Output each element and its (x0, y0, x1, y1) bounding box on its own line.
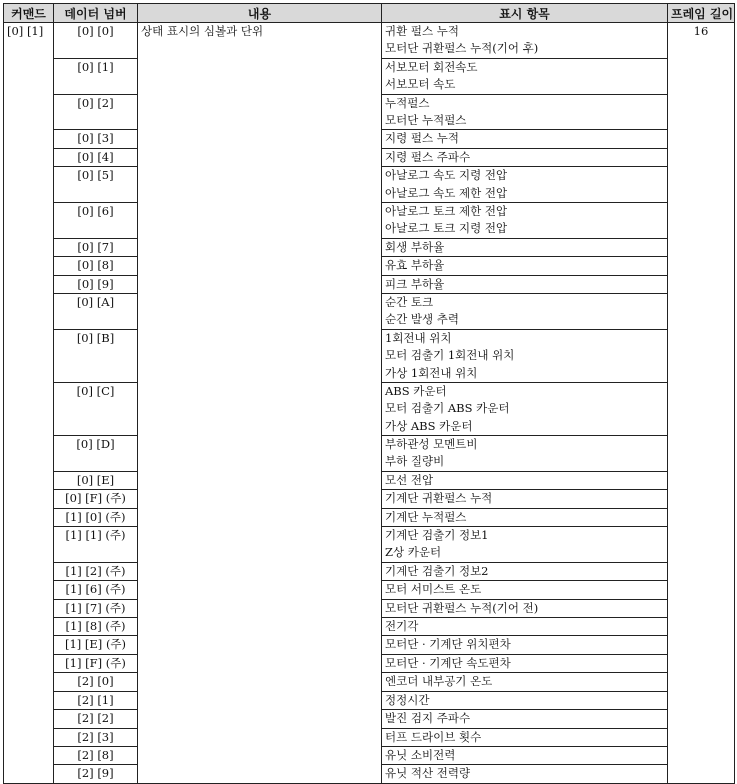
display-items-cell (382, 490, 668, 508)
display-items-cell (382, 436, 668, 472)
display-item: 모터단 누적펄스 (385, 112, 467, 127)
display-items-cell (382, 471, 668, 489)
display-items-cell (382, 58, 668, 94)
display-items-cell (382, 257, 668, 275)
data-number-cell: [0] [0] (54, 23, 138, 59)
display-items-cell (382, 673, 668, 691)
display-item: 아날로그 토크 제한 전압 (385, 203, 508, 218)
display-item: 순간 발생 추력 (385, 312, 459, 327)
display-items-cell (382, 581, 668, 599)
data-number-cell: [2] [2] (54, 710, 138, 728)
display-item: ABS 카운터 (385, 383, 447, 398)
content-cell: 상태 표시의 심볼과 단위 (138, 23, 382, 784)
table-row (4, 23, 735, 59)
data-number-cell: [1] [6] (주) (54, 581, 138, 599)
data-number-cell: [2] [1] (54, 691, 138, 709)
display-items-cell (382, 293, 668, 329)
display-item: 서보모터 회전속도 (385, 59, 478, 74)
display-item: 기계단 검출기 정보1 (385, 528, 489, 543)
data-number-cell: [0] [A] (54, 293, 138, 329)
header-data-number: 데이터 넘버 (54, 4, 138, 23)
data-number-cell: [0] [7] (54, 238, 138, 256)
display-items-cell (382, 382, 668, 435)
data-number-cell: [0] [2] (54, 94, 138, 130)
data-number-cell: [0] [F] (주) (54, 490, 138, 508)
display-items-cell (382, 765, 668, 783)
display-items-cell (382, 654, 668, 672)
display-item: 터프 드라이브 횟수 (385, 729, 482, 744)
display-item: 누적펄스 (385, 95, 430, 110)
data-number-cell: [0] [8] (54, 257, 138, 275)
display-item: 발진 검지 주파수 (385, 711, 471, 726)
data-number-cell: [2] [9] (54, 765, 138, 783)
display-item: 기계단 검출기 정보2 (385, 563, 489, 578)
display-items-cell (382, 728, 668, 746)
data-number-cell: [1] [E] (주) (54, 636, 138, 654)
display-items-cell (382, 130, 668, 148)
display-item: 아날로그 토크 지령 전압 (385, 221, 508, 236)
data-number-cell: [1] [0] (주) (54, 508, 138, 526)
data-number-cell: [0] [D] (54, 436, 138, 472)
data-number-cell: [1] [7] (주) (54, 599, 138, 617)
display-items-cell (382, 562, 668, 580)
display-item: 모터단 귀환펄스 누적(기어 후) (385, 41, 539, 56)
display-items-cell (382, 94, 668, 130)
display-item: 모터단 귀환펄스 누적(기어 전) (385, 600, 539, 615)
display-items-cell (382, 275, 668, 293)
display-item: Z상 카운터 (385, 545, 442, 560)
data-number-cell: [0] [6] (54, 202, 138, 238)
display-item: 모터단 · 기계단 위치편차 (385, 637, 511, 652)
header-row (4, 4, 735, 23)
display-items-cell (382, 148, 668, 166)
display-item: 아날로그 속도 지령 전압 (385, 168, 508, 183)
display-items-cell (382, 23, 668, 59)
display-items-cell (382, 527, 668, 563)
header-content: 내용 (138, 4, 382, 23)
display-items-cell (382, 329, 668, 382)
display-item: 유효 부하율 (385, 258, 445, 273)
data-number-cell: [1] [8] (주) (54, 618, 138, 636)
display-item: 부하 질량비 (385, 454, 445, 469)
data-number-cell: [1] [F] (주) (54, 654, 138, 672)
display-item: 가상 ABS 카운터 (385, 418, 473, 433)
display-items-cell (382, 238, 668, 256)
display-item: 엔코더 내부공기 온도 (385, 674, 493, 689)
data-number-cell: [2] [0] (54, 673, 138, 691)
display-item: 정정시간 (385, 692, 430, 707)
data-number-cell: [0] [3] (54, 130, 138, 148)
data-number-cell: [0] [B] (54, 329, 138, 382)
display-item: 모선 전압 (385, 472, 434, 487)
display-item: 피크 부하율 (385, 276, 445, 291)
display-item: 모터 서미스트 온도 (385, 582, 482, 597)
header-command: 커맨드 (4, 4, 54, 23)
display-item: 귀환 펄스 누적 (385, 24, 459, 38)
display-item: 서보모터 속도 (385, 77, 456, 92)
display-item: 회생 부하율 (385, 239, 445, 254)
display-item: 아날로그 속도 제한 전압 (385, 185, 508, 200)
display-item: 유닛 소비전력 (385, 747, 456, 762)
display-item: 순간 토크 (385, 294, 434, 309)
display-item: 부하관성 모멘트비 (385, 437, 478, 452)
display-items-cell (382, 691, 668, 709)
display-item: 모터 검출기 1회전내 위치 (385, 348, 515, 363)
status-display-table (3, 3, 735, 784)
data-number-cell: [0] [C] (54, 382, 138, 435)
data-number-cell: [1] [2] (주) (54, 562, 138, 580)
display-items-cell (382, 636, 668, 654)
display-items-cell (382, 710, 668, 728)
display-item: 1회전내 위치 (385, 330, 452, 345)
data-number-cell: [2] [3] (54, 728, 138, 746)
header-display-items: 표시 항목 (382, 4, 668, 23)
data-number-cell: [0] [5] (54, 167, 138, 203)
display-items-cell (382, 508, 668, 526)
display-items-cell (382, 202, 668, 238)
data-number-cell: [2] [8] (54, 746, 138, 764)
display-items-cell (382, 746, 668, 764)
display-items-cell (382, 599, 668, 617)
header-frame-length: 프레임 길이 (668, 4, 735, 23)
command-cell: [0] [1] (4, 23, 54, 784)
display-item: 모터단 · 기계단 속도편차 (385, 655, 511, 670)
display-items-cell (382, 167, 668, 203)
data-number-cell: [0] [9] (54, 275, 138, 293)
display-item: 기계단 누적펄스 (385, 509, 467, 524)
display-item: 전기각 (385, 619, 419, 634)
display-item: 가상 1회전내 위치 (385, 365, 478, 380)
data-number-cell: [1] [1] (주) (54, 527, 138, 563)
frame-length-cell: 16 (668, 23, 735, 784)
display-item: 기계단 귀환펄스 누적 (385, 491, 493, 506)
data-number-cell: [0] [4] (54, 148, 138, 166)
display-item: 모터 검출기 ABS 카운터 (385, 401, 510, 416)
data-number-cell: [0] [1] (54, 58, 138, 94)
display-items-cell (382, 618, 668, 636)
table-body (4, 23, 735, 784)
display-item: 지령 펄스 누적 (385, 131, 459, 146)
display-item: 지령 펄스 주파수 (385, 149, 471, 164)
data-number-cell: [0] [E] (54, 471, 138, 489)
display-item: 유닛 적산 전력량 (385, 766, 471, 781)
